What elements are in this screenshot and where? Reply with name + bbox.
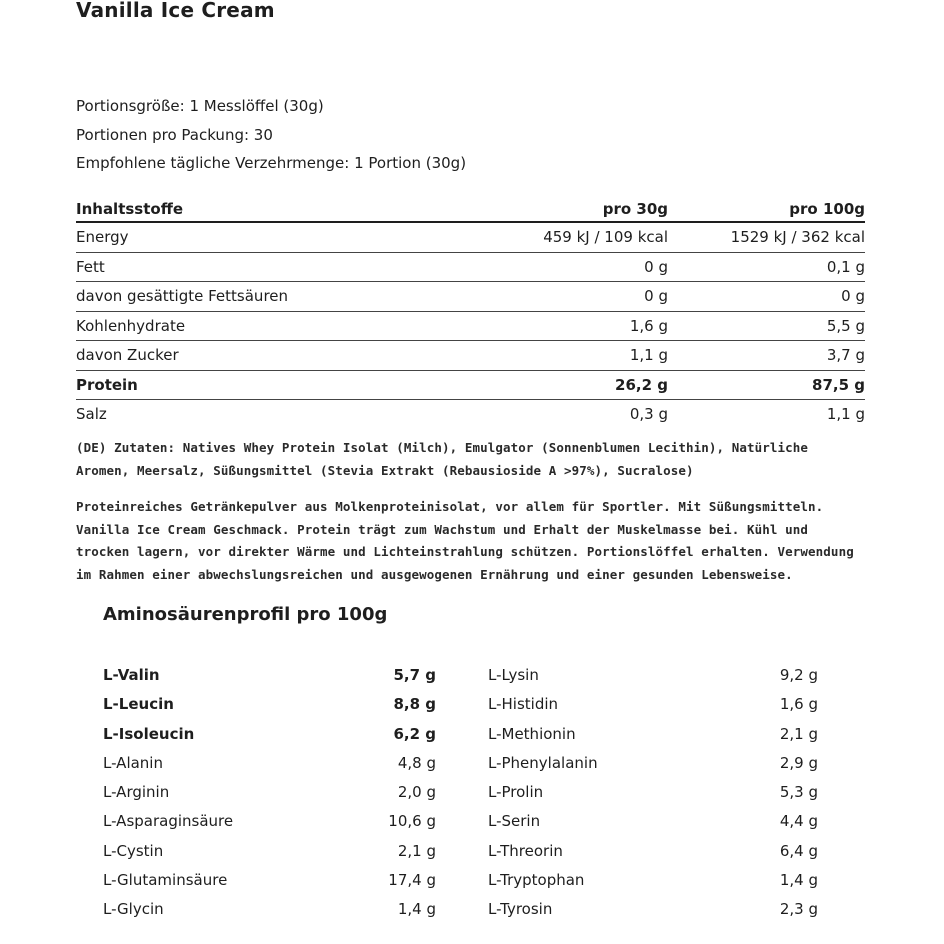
description-text [76,496,876,586]
amino-row [103,866,436,895]
amino-row [103,837,436,866]
amino-value: 1,4 g [397,900,436,919]
amino-row [488,661,818,690]
amino-row [488,720,818,749]
value-per-30g: 459 kJ / 109 kcal [465,222,668,252]
header-per-100g: pro 100g [668,196,865,222]
amino-row [103,661,436,690]
nutrition-row [76,282,865,312]
amino-name: L-Phenylalanin [488,753,598,772]
value-per-30g: 26,2 g [465,370,668,400]
value-per-30g: 0 g [465,252,668,282]
amino-row [488,749,818,778]
recommended-daily-intake: Empfohlene tägliche Verzehrmenge: 1 Portion (30g) [76,154,467,172]
amino-name: L-Arginin [103,783,170,802]
amino-name: L-Cystin [103,841,164,860]
amino-name: L-Asparaginsäure [103,812,234,831]
amino-row [488,837,818,866]
amino-name: L-Histidin [488,695,559,714]
amino-value: 2,0 g [397,783,436,802]
amino-name: L-Methionin [488,724,576,743]
amino-value: 1,4 g [779,871,818,890]
nutrition-row [76,252,865,282]
amino-name: L-Serin [488,812,541,831]
description-line: trocken lagern, vor direkter Wärme und Lichteinstrahlung schützen. Portionslöffel erhalten. Verwendung [76,544,854,559]
amino-row [488,866,818,895]
nutrient-name: davon gesättigte Fettsäuren [76,282,465,312]
value-per-30g: 1,1 g [465,341,668,371]
nutrient-name: Salz [76,405,107,424]
product-title: Vanilla Ice Cream [76,0,275,22]
amino-row [488,690,818,719]
amino-name: L-Valin [103,666,160,684]
amino-value: 2,9 g [779,753,818,772]
nutrient-name: Kohlenhydrate [76,311,465,341]
amino-name: L-Alanin [103,753,163,772]
serving-size: Portionsgröße: 1 Messlöffel (30g) [76,97,324,115]
amino-name: L-Threorin [488,841,563,860]
nutrition-row [76,400,865,429]
description-line: Vanilla Ice Cream Geschmack. Protein trägt zum Wachstum und Erhalt der Muskelmasse bei. Kühl und [76,521,809,537]
value-per-100g: 5,5 g [668,311,865,341]
amino-value: 17,4 g [388,871,436,890]
amino-row [488,807,818,836]
amino-list-left [103,661,436,925]
amino-name: L-Leucin [103,695,174,714]
value-per-100g: 87,5 g [668,370,865,400]
amino-name: L-Glutaminsäure [103,871,228,890]
amino-value: 4,8 g [397,753,436,772]
amino-value: 2,3 g [779,900,818,919]
nutrient-name: davon Zucker [76,341,465,371]
amino-name: L-Tyrosin [488,900,553,919]
amino-name: L-Lysin [488,666,539,684]
amino-row [103,690,436,719]
amino-profile-title: Aminosäurenprofil pro 100g [103,604,388,625]
amino-value: 2,1 g [397,841,436,860]
nutrition-row [76,370,865,400]
ingredients-text [76,437,876,482]
value-per-100g: 0,1 g [668,252,865,282]
amino-name: L-Tryptophan [488,871,585,890]
amino-row [103,749,436,778]
amino-value: 1,6 g [779,695,818,714]
value-per-30g: 1,6 g [465,311,668,341]
nutrition-header-row [76,196,865,222]
header-ingredients: Inhaltsstoffe [76,196,465,222]
amino-row [103,778,436,807]
ingredients-line: (DE) Zutaten: Natives Whey Protein Isolat (Milch), Emulgator (Sonnenblumen Lecithin), Natürliche [76,440,809,455]
amino-row [488,895,818,924]
amino-value: 4,4 g [779,812,818,831]
amino-value: 10,6 g [388,812,436,831]
nutrition-row [76,222,865,252]
amino-value: 6,4 g [779,841,818,860]
amino-row [103,895,436,924]
nutrient-name: Protein [76,370,465,400]
amino-name: L-Isoleucin [103,724,195,743]
amino-value: 9,2 g [779,666,818,684]
value-per-100g: 0 g [668,282,865,312]
value-per-30g: 0,3 g [629,405,668,424]
amino-value: 2,1 g [779,724,818,743]
nutrition-row [76,311,865,341]
amino-value: 6,2 g [393,724,436,743]
nutrition-body [76,222,865,429]
servings-per-package: Portionen pro Packung: 30 [76,125,273,144]
nutrition-table [76,196,865,429]
amino-value: 5,3 g [779,783,818,802]
amino-name: L-Glycin [103,900,164,919]
amino-row [488,778,818,807]
header-per-30g: pro 30g [465,196,668,222]
amino-value: 8,8 g [393,695,436,714]
value-per-30g: 0 g [465,282,668,312]
amino-row [103,720,436,749]
serving-info [76,92,466,178]
description-line: Proteinreiches Getränkepulver aus Molkenproteinisolat, vor allem für Sportler. Mit Süßungsmitteln. [76,499,824,514]
ingredients-line: Aromen, Meersalz, Süßungsmittel (Stevia Extrakt (Rebausioside A >97%), Sucralose) [76,462,694,478]
amino-name: L-Prolin [488,783,544,802]
amino-list-right [488,661,818,925]
value-per-100g: 1,1 g [826,405,865,424]
nutrition-row [76,341,865,371]
description-line: im Rahmen einer abwechslungsreichen und ausgewogenen Ernährung und einer gesunden Lebensweise. [76,566,793,582]
nutrient-name: Energy [76,222,465,252]
value-per-100g: 3,7 g [668,341,865,371]
value-per-100g: 1529 kJ / 362 kcal [668,222,865,252]
amino-row [103,807,436,836]
amino-value: 5,7 g [393,666,436,684]
nutrient-name: Fett [76,252,465,282]
